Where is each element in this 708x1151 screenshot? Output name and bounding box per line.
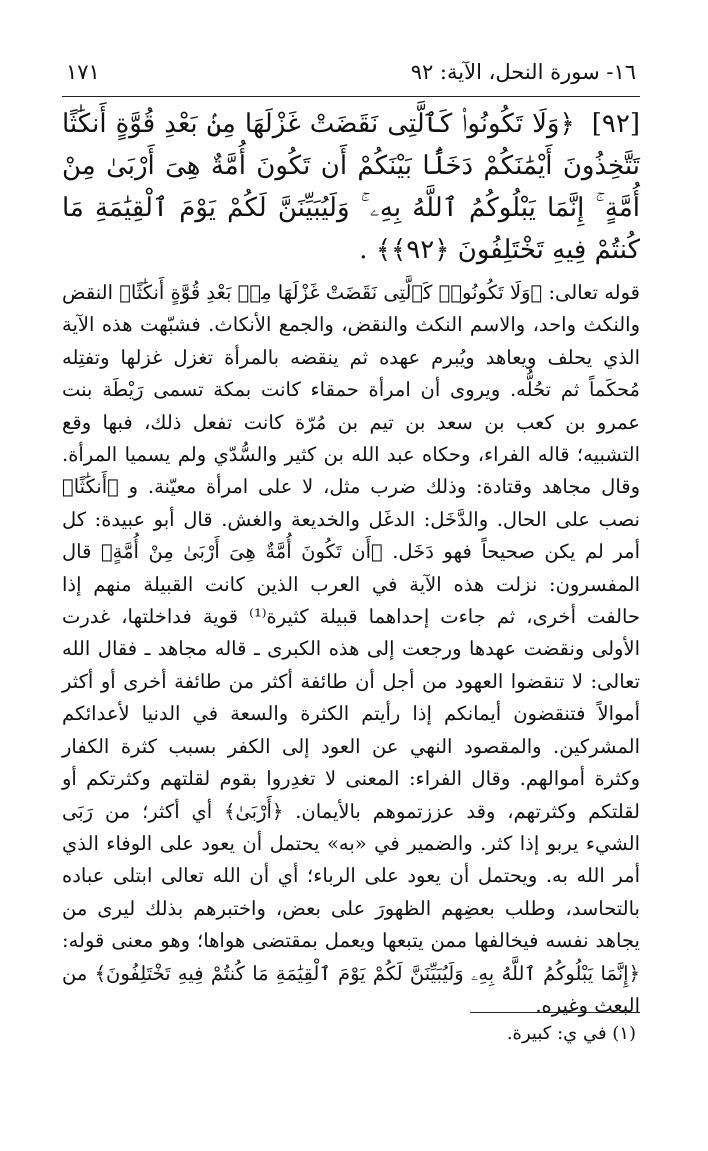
commentary: [62, 277, 640, 1022]
commentary-paragraph: قوله تعالى: ﴿وَلَا تَكُونُوا۟ كَٱلَّتِى نَقَضَتْ غَزْلَهَا مِنۢ بَعْدِ قُوَّةٍ أَنكَٰثًا﴾ النقض والنكث واحد، والاسم النكث والنقض، والجمع الأنكاث. فشبّهت هذه الآية الذي يحلف ويعاهد ويُبرم عهده ثم ينقضه بالمرأة تغزل غزلها وتفتِله مُحكَماً ثم تحُلُّه. ويروى أن امرأة حمقاء كانت بمكة تسمى رَيْطَة بنت عمرو بن كعب بن سعد بن تيم بن مُرّة كانت تفعل ذلك، فبها وقع التشبيه؛ قاله الفراء، وحكاه عبد الله بن كثير والسُّدّي ولم يسميا المرأة. وقال مجاهد وقتادة: وذلك ضرب مثل، لا على امرأة معيّنة. و ﴿أَنكَٰثًا﴾ نصب على الحال. والدَّخَل: الدغَل والخديعة والغش. قال أبو عبيدة: كل أمر لم يكن صحيحاً فهو دَخَل. ﴿أَن تَكُونَ أُمَّةٌ هِىَ أَرْبَىٰ مِنْ أُمَّةٍ﴾ قال المفسرون: نزلت هذه الآية في العرب الذين كانت القبيلة منهم إذا حالفت أخرى، ثم جاءت إحداهما قبيلة كثيرة⁽¹⁾ قوية فداخلتها، غدرت الأولى ونقضت عهدها ورجعت إلى هذه الكبرى ـ قاله مجاهد ـ فقال الله تعالى: لا تنقضوا العهود من أجل أن طائفة أكثر من طائفة أخرى أو أكثر أموالاً فتنقضون أيمانكم إذا رأيتم الكثرة والسعة في الدنيا لأعدائكم المشركين. والمقصود النهي عن العود إلى الكفر بسبب كثرة الكفار وكثرة أموالهم. وقال الفراء: المعنى لا تغدِروا بقوم لقلتهم وكثرتكم أو لقلتكم وكثرتهم، وقد عززتموهم بالأيمان. ﴿أَرْبَىٰ﴾ أي أكثر؛ من رَبَى الشيء يربو إذا كثر. والضمير في «به» يحتمل أن يعود على الوفاء الذي أمر الله به. ويحتمل أن يعود على الرباء؛ أي أن الله تعالى ابتلى عباده بالتحاسد، وطلب بعضِهم الظهورَ على بعض، واختبرهم بذلك ليرى من يجاهد نفسه فيخالفها ممن يتبعها ويعمل بمقتضى هواها؛ وهو معنى قوله: ﴿إِنَّمَا يَبْلُوكُمُ ٱللَّهُ بِهِۦ وَلَيُبَيِّنَنَّ لَكُمْ يَوْمَ ٱلْقِيَٰمَةِ مَا كُنتُمْ فِيهِ تَخْتَلِفُونَ﴾ من البعث وغيره.: [62, 281, 640, 1017]
book-page: [0, 52, 708, 1151]
verse-number: [٩٢]: [591, 109, 641, 139]
page-number: ١٧١: [66, 60, 100, 84]
running-title: ١٦- سورة النحل، الآية: ٩٢: [410, 60, 636, 84]
header-rule: [62, 96, 640, 97]
verse-text: ﴿وَلَا تَكُونُوا۟ كَٱلَّتِى نَقَضَتْ غَزْلَهَا مِنۢ بَعْدِ قُوَّةٍ أَنكَٰثًا تَتَّخِذُونَ أَيْمَٰنَكُمْ دَخَلًۢا بَيْنَكُمْ أَن تَكُونَ أُمَّةٌ هِىَ أَرْبَىٰ مِنْ أُمَّةٍ ۚ إِنَّمَا يَبْلُوكُمُ ٱللَّهُ بِهِۦ ۚ وَلَيُبَيِّنَنَّ لَكُمْ يَوْمَ ٱلْقِيَٰمَةِ مَا كُنتُمْ فِيهِ تَخْتَلِفُونَ ﴿٩٢﴾﴾ .: [62, 109, 640, 265]
footnote-rule: [470, 1012, 640, 1013]
page-header: [62, 52, 640, 92]
verse-block: [62, 103, 640, 271]
footnote: (١) في ي: كبيرة.: [506, 1023, 636, 1044]
